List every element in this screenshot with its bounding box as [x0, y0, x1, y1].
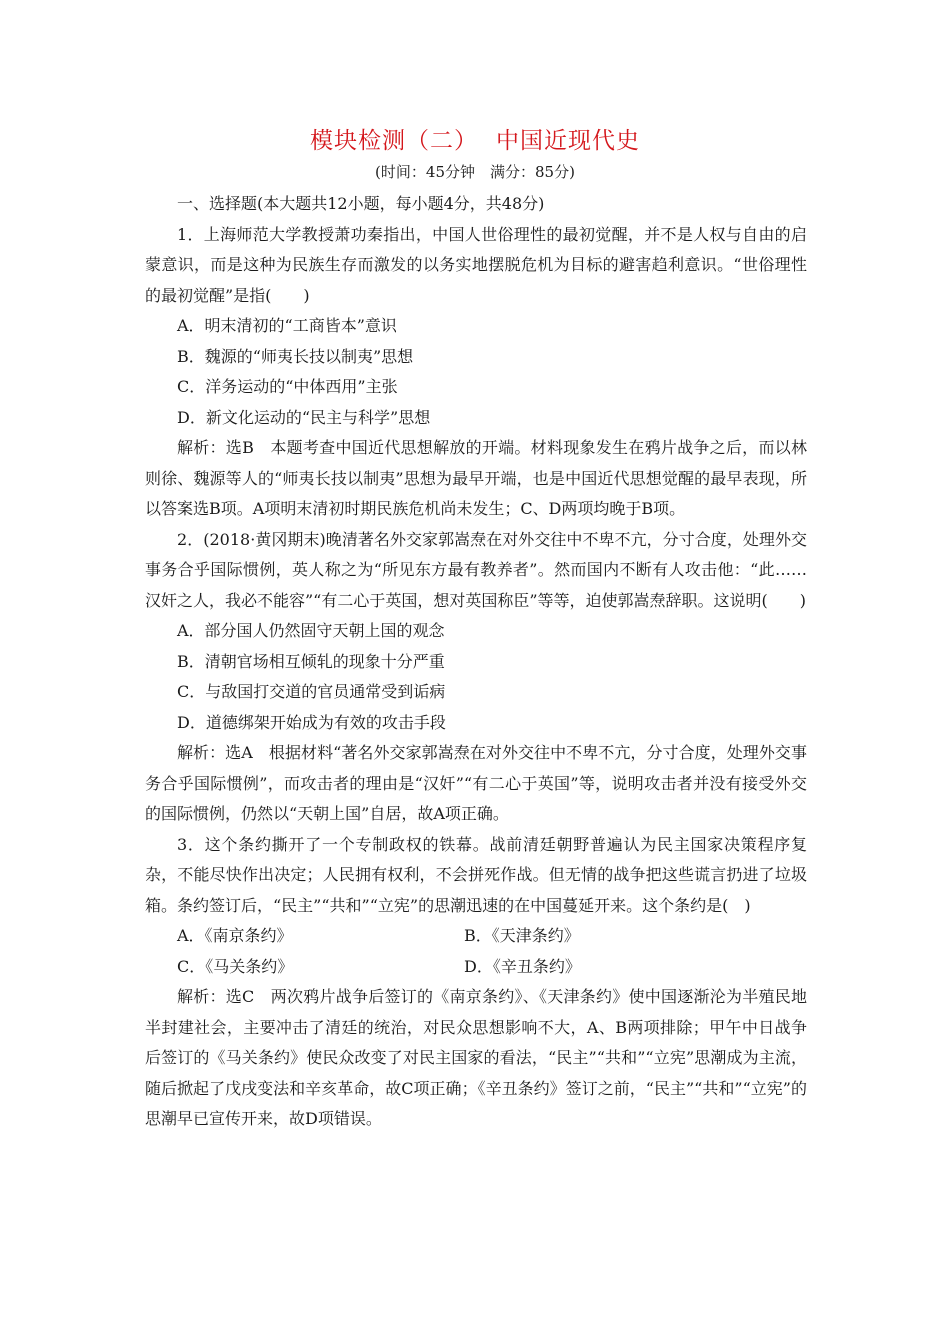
question-3-stem: 3．这个条约撕开了一个专制政权的铁幕。战前清廷朝野普遍认为民主国家决策程序复杂，不能尽快作出决定；人民拥有权利，不会拼死作战。但无情的战争把这些谎言扔进了垃圾箱。条约签订后，“民主”“共和”“立宪”的思潮迅速的在中国蔓延开来。这个条约是( ) [145, 834, 807, 915]
question-2-option-c: C．与敌国打交道的官员通常受到诟病 [177, 682, 446, 701]
title-topic: 中国近现代史 [496, 128, 640, 154]
question-1-option-a: A．明末清初的“工商皆本”意识 [177, 316, 397, 335]
exam-info: (时间：45分钟 满分：85分) [375, 163, 575, 181]
question-1-option-d: D．新文化运动的“民主与科学”思想 [177, 407, 431, 427]
question-3-option-d: D．《辛丑条约》 [464, 956, 581, 976]
question-1-option-b: B．魏源的“师夷长技以制夷”思想 [177, 346, 414, 366]
page-title [0, 122, 950, 155]
question-2-option-d: D．道德绑架开始成为有效的攻击手段 [177, 712, 446, 732]
question-2-option-b: B．清朝官场相互倾轧的现象十分严重 [177, 651, 445, 671]
question-3-options-row-1 [145, 921, 807, 952]
question-2-stem: 2．(2018·黄冈期末)晚清著名外交家郭嵩焘在对外交往中不卑不亢，分寸合度，处理外交事务合乎国际惯例，英人称之为“所见东方最有教养者”。然而国内不断有人攻击他：“此……汉奸之人，我必不能容”“有二心于英国，想对英国称臣”等等，迫使郭嵩焘辞职。这说明( ) [145, 529, 807, 610]
question-3-analysis: 解析：选C 两次鸦片战争后签订的《南京条约》、《天津条约》使中国逐渐沦为半殖民地半封建社会，主要冲击了清廷的统治，对民众思想影响不大，A、B两项排除；甲午中日战争后签订的《马关条约》使民众改变了对民主国家的看法，“民主”“共和”“立宪”思潮成为主流，随后掀起了戊戌变法和辛亥革命，故C项正确；《辛丑条约》签订之前，“民主”“共和”“立宪”的思潮早已宣传开来，故D项错误。 [145, 987, 807, 1128]
question-1-analysis: 解析：选B 本题考查中国近代思想解放的开端。材料现象发生在鸦片战争之后，而以林则徐、魏源等人的“师夷长技以制夷”思想为最早开端，也是中国近代思想觉醒的最早表现，所以答案选B项。A项明末清初时期民族危机尚未发生；C、D两项均晚于B项。 [145, 438, 807, 518]
title-module: 模块检测（二） [310, 128, 478, 154]
section-heading: 一、选择题(本大题共12小题，每小题4分，共48分) [177, 194, 545, 213]
document-body [145, 189, 807, 1135]
question-2-analysis: 解析：选A 根据材料“著名外交家郭嵩焘在对外交往中不卑不亢，分寸合度，处理外交事务合乎国际惯例”，而攻击者的理由是“汉奸”“有二心于英国”等，说明攻击者并没有接受外交的国际惯例，仍然以“天朝上国”自居，故A项正确。 [145, 743, 807, 823]
question-3-option-c: C．《马关条约》 [177, 956, 294, 976]
question-3-option-b: B．《天津条约》 [464, 926, 580, 945]
question-2-option-a: A．部分国人仍然固守天朝上国的观念 [177, 621, 445, 640]
question-3-options-row-2 [145, 952, 807, 983]
question-1-stem: 1．上海师范大学教授萧功秦指出，中国人世俗理性的最初觉醒，并不是人权与自由的启蒙意识，而是这种为民族生存而激发的以务实地摆脱危机为目标的避害趋利意识。“世俗理性的最初觉醒”是指( ) [145, 224, 807, 305]
question-3-option-a: A．《南京条约》 [177, 926, 293, 945]
question-1-option-c: C．洋务运动的“中体西用”主张 [177, 377, 398, 396]
